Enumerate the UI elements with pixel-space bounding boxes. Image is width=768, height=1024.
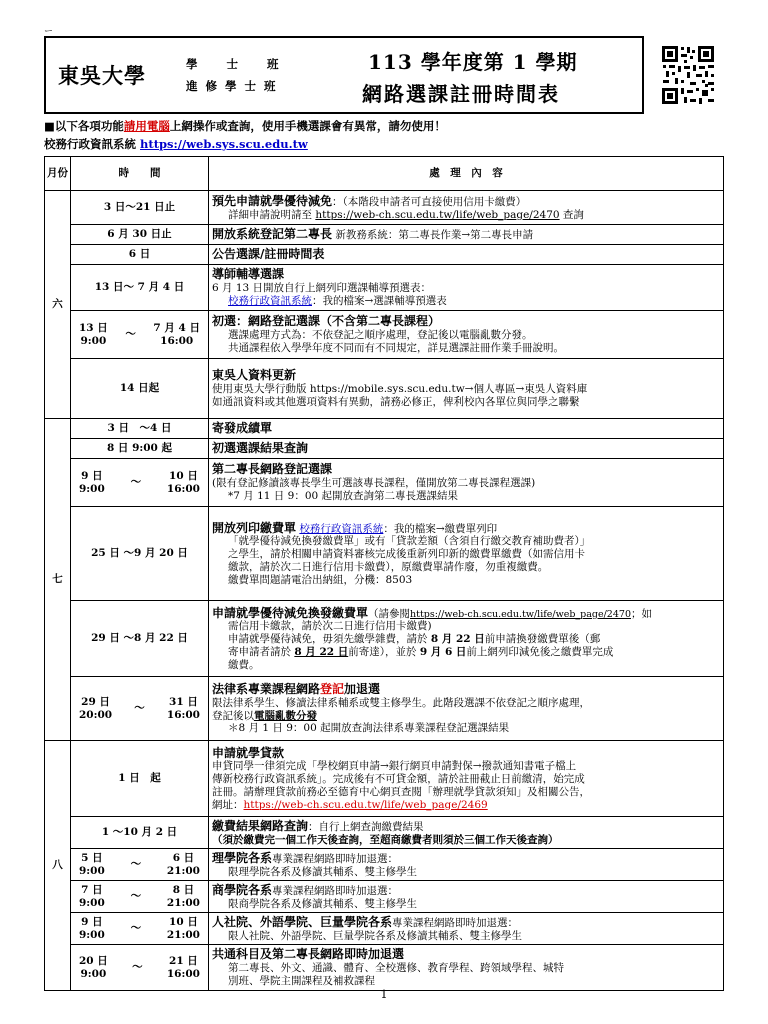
time-start-hour: 9:00 xyxy=(80,967,107,980)
header-content: 處 理 內 容 xyxy=(209,157,724,191)
month-august: 八 xyxy=(45,741,71,991)
notice-suffix: 上網操作或查詢，使用手機選課會有異常，請勿使用！ xyxy=(169,119,446,133)
time-start-hour: 9:00 xyxy=(79,482,105,495)
row-emph: 8 月 22 日 xyxy=(430,633,485,646)
row-content xyxy=(209,741,724,817)
time-tilde: ～ xyxy=(130,922,142,935)
row-text: 前申請換發繳費單後（郵 xyxy=(484,633,601,646)
row-heading: 申請就學貸款 xyxy=(212,745,285,760)
row-time: 6 日 xyxy=(71,245,209,265)
row-text: 網址： xyxy=(212,798,244,811)
row-url-link[interactable]: https://web-ch.scu.edu.tw/life/web_page/2470 xyxy=(315,208,560,221)
table-row xyxy=(45,507,724,601)
row-time xyxy=(71,913,209,945)
time-start-date: 7 日 xyxy=(81,883,103,896)
row-heading: 第二專長網路登記選課 xyxy=(212,462,333,477)
row-heading: 導師輔導選課 xyxy=(212,267,285,282)
page-number: 1 xyxy=(380,988,388,1001)
time-end-hour: 16:00 xyxy=(166,708,200,721)
row-heading: 人社院、外語學院、巨量學院各系 xyxy=(212,914,393,929)
table-row xyxy=(45,945,724,991)
row-content xyxy=(209,359,724,419)
time-end-hour: 16:00 xyxy=(166,482,200,495)
header-box xyxy=(44,36,644,114)
time-start-hour: 9:00 xyxy=(79,864,105,877)
time-tilde: ～ xyxy=(130,476,142,489)
time-start-hour: 9:00 xyxy=(80,334,107,347)
row-text: （須於繳費完一個工作天後查詢，至超商繳費者則須於三個工作天後查詢） xyxy=(212,833,559,846)
row-text: 前寄達），並於 xyxy=(348,645,420,658)
row-content xyxy=(209,419,724,439)
row-text: 使用東吳大學行動版 https://mobile.sys.scu.edu.tw→個人專區→東吳人資料庫 xyxy=(212,383,588,396)
row-emph: 8 月 22 日 xyxy=(294,645,349,658)
row-time: 1 日 起 xyxy=(71,741,209,817)
table-row xyxy=(45,741,724,817)
row-heading: 理學院各系 xyxy=(212,850,273,865)
row-content xyxy=(209,817,724,849)
row-emph: 電腦亂數分發 xyxy=(254,709,317,722)
table-row xyxy=(45,881,724,913)
row-content xyxy=(209,225,724,245)
row-text: （請參閱 xyxy=(368,607,411,620)
row-time: 13 日～ 7 月 4 日 xyxy=(71,265,209,311)
row-heading: 開放列印繳費單 xyxy=(212,520,297,535)
row-heading-red: 登記 xyxy=(320,681,345,696)
table-row xyxy=(45,439,724,459)
row-text: (限有登記修讀該專長學生可選該專長課程，僅開放第二專長課程選課) xyxy=(212,477,536,490)
time-start-hour: 9:00 xyxy=(79,896,105,909)
notice-prefix: ■以下各項功能 xyxy=(44,119,124,133)
table-row xyxy=(45,849,724,881)
system-link[interactable]: 校務行政資訊系統 xyxy=(228,294,312,307)
row-url-link[interactable]: https://web-ch.scu.edu.tw/life/web_page/2469 xyxy=(243,798,488,811)
table-row xyxy=(45,245,724,265)
row-content xyxy=(209,265,724,311)
table-row xyxy=(45,191,724,225)
row-heading: 申請就學優待減免換發繳費單 xyxy=(212,605,369,620)
row-text: 別班、學院主開課程及補救課程 xyxy=(228,974,375,987)
table-row xyxy=(45,419,724,439)
row-time: 8 日 9:00 起 xyxy=(71,439,209,459)
row-text: ：我的檔案→繳費單列印 xyxy=(383,522,498,535)
row-text: 繳費。 xyxy=(228,658,260,671)
system-url-link[interactable]: https://web.sys.scu.edu.tw xyxy=(140,137,308,151)
row-text: 專業課程網路即時加退選： xyxy=(392,916,519,929)
row-time: 3 日～21 日止 xyxy=(71,191,209,225)
row-heading: 開放系統登記第二專長 xyxy=(212,227,333,242)
row-content xyxy=(209,913,724,945)
time-start-date: 9 日 xyxy=(81,915,103,928)
time-end-hour: 21:00 xyxy=(166,896,200,909)
table-row xyxy=(45,913,724,945)
schedule-table xyxy=(44,156,724,991)
row-text: ＊8 月 1 日 9：00 起開放查詢法律系專業課程登記選課結果 xyxy=(228,722,510,735)
row-content xyxy=(209,677,724,741)
row-text: 第二專長、外文、通識、體育、全校選修、教育學程、跨領域學程、城特 xyxy=(228,962,564,975)
row-heading: 寄發成績單 xyxy=(212,421,273,436)
corner-mark: ー xyxy=(44,27,54,37)
row-time: 29 日 ～8 月 22 日 xyxy=(71,601,209,677)
row-time xyxy=(71,881,209,913)
row-content xyxy=(209,507,724,601)
title-semester: 113 學年度第 1 學期 xyxy=(368,50,578,74)
time-start-date: 5 日 xyxy=(81,851,103,864)
time-start-date: 13 日 xyxy=(79,321,108,334)
table-row xyxy=(45,359,724,419)
time-end-hour: 21:00 xyxy=(166,864,200,877)
row-content xyxy=(209,849,724,881)
time-end-date: 8 日 xyxy=(172,883,195,896)
row-text: 寄申請者請於 xyxy=(228,645,295,658)
table-row xyxy=(45,311,724,359)
row-text: 新教務系統：第二專長作業→第二專長申請 xyxy=(332,229,534,242)
row-time: 25 日 ～9 月 20 日 xyxy=(71,507,209,601)
time-start-hour: 9:00 xyxy=(79,928,105,941)
title-schedule: 網路選課註冊時間表 xyxy=(362,82,560,106)
row-text: 專業課程網路即時加退選： xyxy=(272,884,399,897)
program-label-2: 進 修 學 士 班 xyxy=(186,79,278,93)
row-content xyxy=(209,881,724,913)
row-heading: 商學院各系 xyxy=(212,882,273,897)
table-row xyxy=(45,225,724,245)
row-content xyxy=(209,459,724,507)
row-text: 選課處理方式為：不依登記之順序處理，登記後以電腦亂數分發。 xyxy=(228,329,533,342)
time-start-date: 29 日 xyxy=(81,695,110,708)
row-text: 繳費單問題請電洽出納組，分機：8503 xyxy=(228,573,413,586)
row-content xyxy=(209,311,724,359)
time-start-hour: 20:00 xyxy=(79,708,113,721)
time-end-date: 7 月 4 日 xyxy=(153,321,200,334)
row-time xyxy=(71,945,209,991)
row-text: ：（本階段申請者可直接使用信用卡繳費） xyxy=(332,195,527,208)
university-name: 東吳大學 xyxy=(58,63,146,88)
row-text: 詳細申請說明請至 xyxy=(228,208,316,221)
time-end-date: 21 日 xyxy=(169,954,198,967)
row-text: 登記後以 xyxy=(212,709,254,722)
row-content xyxy=(209,191,724,225)
row-time: 3 日 ～4 日 xyxy=(71,419,209,439)
row-heading: 東吳人資料更新 xyxy=(212,368,297,383)
time-start-date: 9 日 xyxy=(81,469,103,482)
qr-code-icon xyxy=(660,44,716,106)
row-text: 限商學院各系及修讀其輔系、雙主修學生 xyxy=(228,897,417,910)
time-tilde: ～ xyxy=(130,890,142,903)
month-july: 七 xyxy=(45,419,71,741)
row-content xyxy=(209,245,724,265)
row-text: 6 月 13 日開放自行上網列印選課輔導預選表： xyxy=(212,282,432,295)
table-row xyxy=(45,601,724,677)
row-heading: 初選：網路登記選課（不含第二專長課程） xyxy=(212,314,441,329)
row-text: 限人社院、外語學院、巨量學院各系及修讀其輔系、雙主修學生 xyxy=(228,929,522,942)
row-text: 註冊。請辦理貸款前務必至德育中心網頁查閱「辦理就學貸款須知」及相關公告， xyxy=(212,785,590,798)
time-end-date: 6 日 xyxy=(172,851,195,864)
row-text: 限法律系學生、修讀法律系輔系或雙主修學生。此階段選課不依登記之順序處理， xyxy=(212,696,590,709)
row-emph: 9 月 6 日 xyxy=(419,645,467,658)
month-june: 六 xyxy=(45,191,71,419)
header-time: 時 間 xyxy=(71,157,209,191)
row-time: 1 ～10 月 2 日 xyxy=(71,817,209,849)
row-heading: 預先申請就學優待減免 xyxy=(212,193,333,208)
system-link[interactable]: 校務行政資訊系統 xyxy=(299,522,384,535)
row-text: 限理學院各系及修讀其輔系、雙主修學生 xyxy=(228,865,417,878)
row-heading: 法律系專業課程網路 xyxy=(212,681,321,696)
row-text: 申請就學優待減免，毋須先繳學雜費，請於 xyxy=(228,633,431,646)
notice-red: 請用電腦 xyxy=(123,119,170,133)
row-text: ：自行上網查詢繳費結果 xyxy=(308,820,424,833)
row-heading: 共通科目及第二專長網路即時加退選 xyxy=(212,947,405,962)
row-text: ：我的檔案→選課輔導預選表 xyxy=(312,294,447,307)
row-text: 前上網列印減免後之繳費單完成 xyxy=(466,645,614,658)
row-text: 繳款，請於次二日進行信用卡繳費），原繳費單請作廢，勿重複繳費。 xyxy=(228,560,549,573)
time-tilde: ～ xyxy=(134,702,145,715)
row-time xyxy=(71,311,209,359)
system-label: 校務行政資訊系統 xyxy=(44,137,136,151)
row-content xyxy=(209,439,724,459)
row-heading: 繳費結果網路查詢 xyxy=(212,818,309,833)
table-header-row xyxy=(45,157,724,191)
program-label-1: 學 士 班 xyxy=(186,57,281,71)
system-line xyxy=(44,136,308,152)
table-row xyxy=(45,817,724,849)
table-row xyxy=(45,265,724,311)
table-row xyxy=(45,459,724,507)
row-text: 查詢 xyxy=(559,208,584,221)
row-text: 需信用卡繳款，請於次二日進行信用卡繳費) xyxy=(228,620,432,633)
row-time: 14 日起 xyxy=(71,359,209,419)
header-month: 月份 xyxy=(45,157,71,191)
usage-notice xyxy=(44,118,446,134)
row-heading: 初選選課結果查詢 xyxy=(212,441,309,456)
row-content xyxy=(209,601,724,677)
time-end-date: 31 日 xyxy=(169,695,198,708)
row-url-link[interactable]: https://web-ch.scu.edu.tw/life/web_page/2470 xyxy=(410,608,631,620)
row-text: 申貸同學一律須完成「學校網頁申請→銀行網頁申請對保→撥款通知書電子檔上 xyxy=(212,760,577,773)
row-text: 傳新校務行政資訊系統」。完成後有不可貸金額，請於註冊截止日前繳清，始完成 xyxy=(212,773,585,786)
row-heading: 公告選課/註冊時間表 xyxy=(212,247,325,262)
row-text: 共通課程依入學學年度不同而有不同規定，詳見選課註冊作業手冊說明。 xyxy=(228,341,564,354)
row-text: 專業課程網路即時加退選： xyxy=(272,852,399,865)
table-row xyxy=(45,677,724,741)
row-text: *7 月 11 日 9：00 起開放查詢第二專長選課結果 xyxy=(228,489,459,502)
row-time xyxy=(71,849,209,881)
time-end-date: 10 日 xyxy=(169,915,198,928)
time-tilde: ～ xyxy=(125,328,136,341)
time-end-date: 10 日 xyxy=(169,469,198,482)
row-time xyxy=(71,677,209,741)
row-heading: 加退選 xyxy=(344,681,381,696)
row-text: 之學生，請於相關申請資料審核完成後重新列印新的繳費單繳費（如需信用卡 xyxy=(228,548,585,561)
row-time xyxy=(71,459,209,507)
time-end-hour: 16:00 xyxy=(160,334,194,347)
time-tilde: ～ xyxy=(130,858,142,871)
time-start-date: 20 日 xyxy=(79,954,108,967)
time-end-hour: 16:00 xyxy=(166,967,200,980)
row-content xyxy=(209,945,724,991)
row-text: 如通訊資料或其他選項資料有異動，請務必修正，俾利校內各單位與同學之聯繫 xyxy=(212,395,580,408)
row-text: ；如 xyxy=(630,607,652,620)
time-tilde: ～ xyxy=(132,961,143,974)
time-end-hour: 21:00 xyxy=(166,928,200,941)
row-text: 「就學優待減免換發繳費單」或有「貸款差額（含須自行繳交教育補助費者）」 xyxy=(228,535,591,548)
row-time: 6 月 30 日止 xyxy=(71,225,209,245)
